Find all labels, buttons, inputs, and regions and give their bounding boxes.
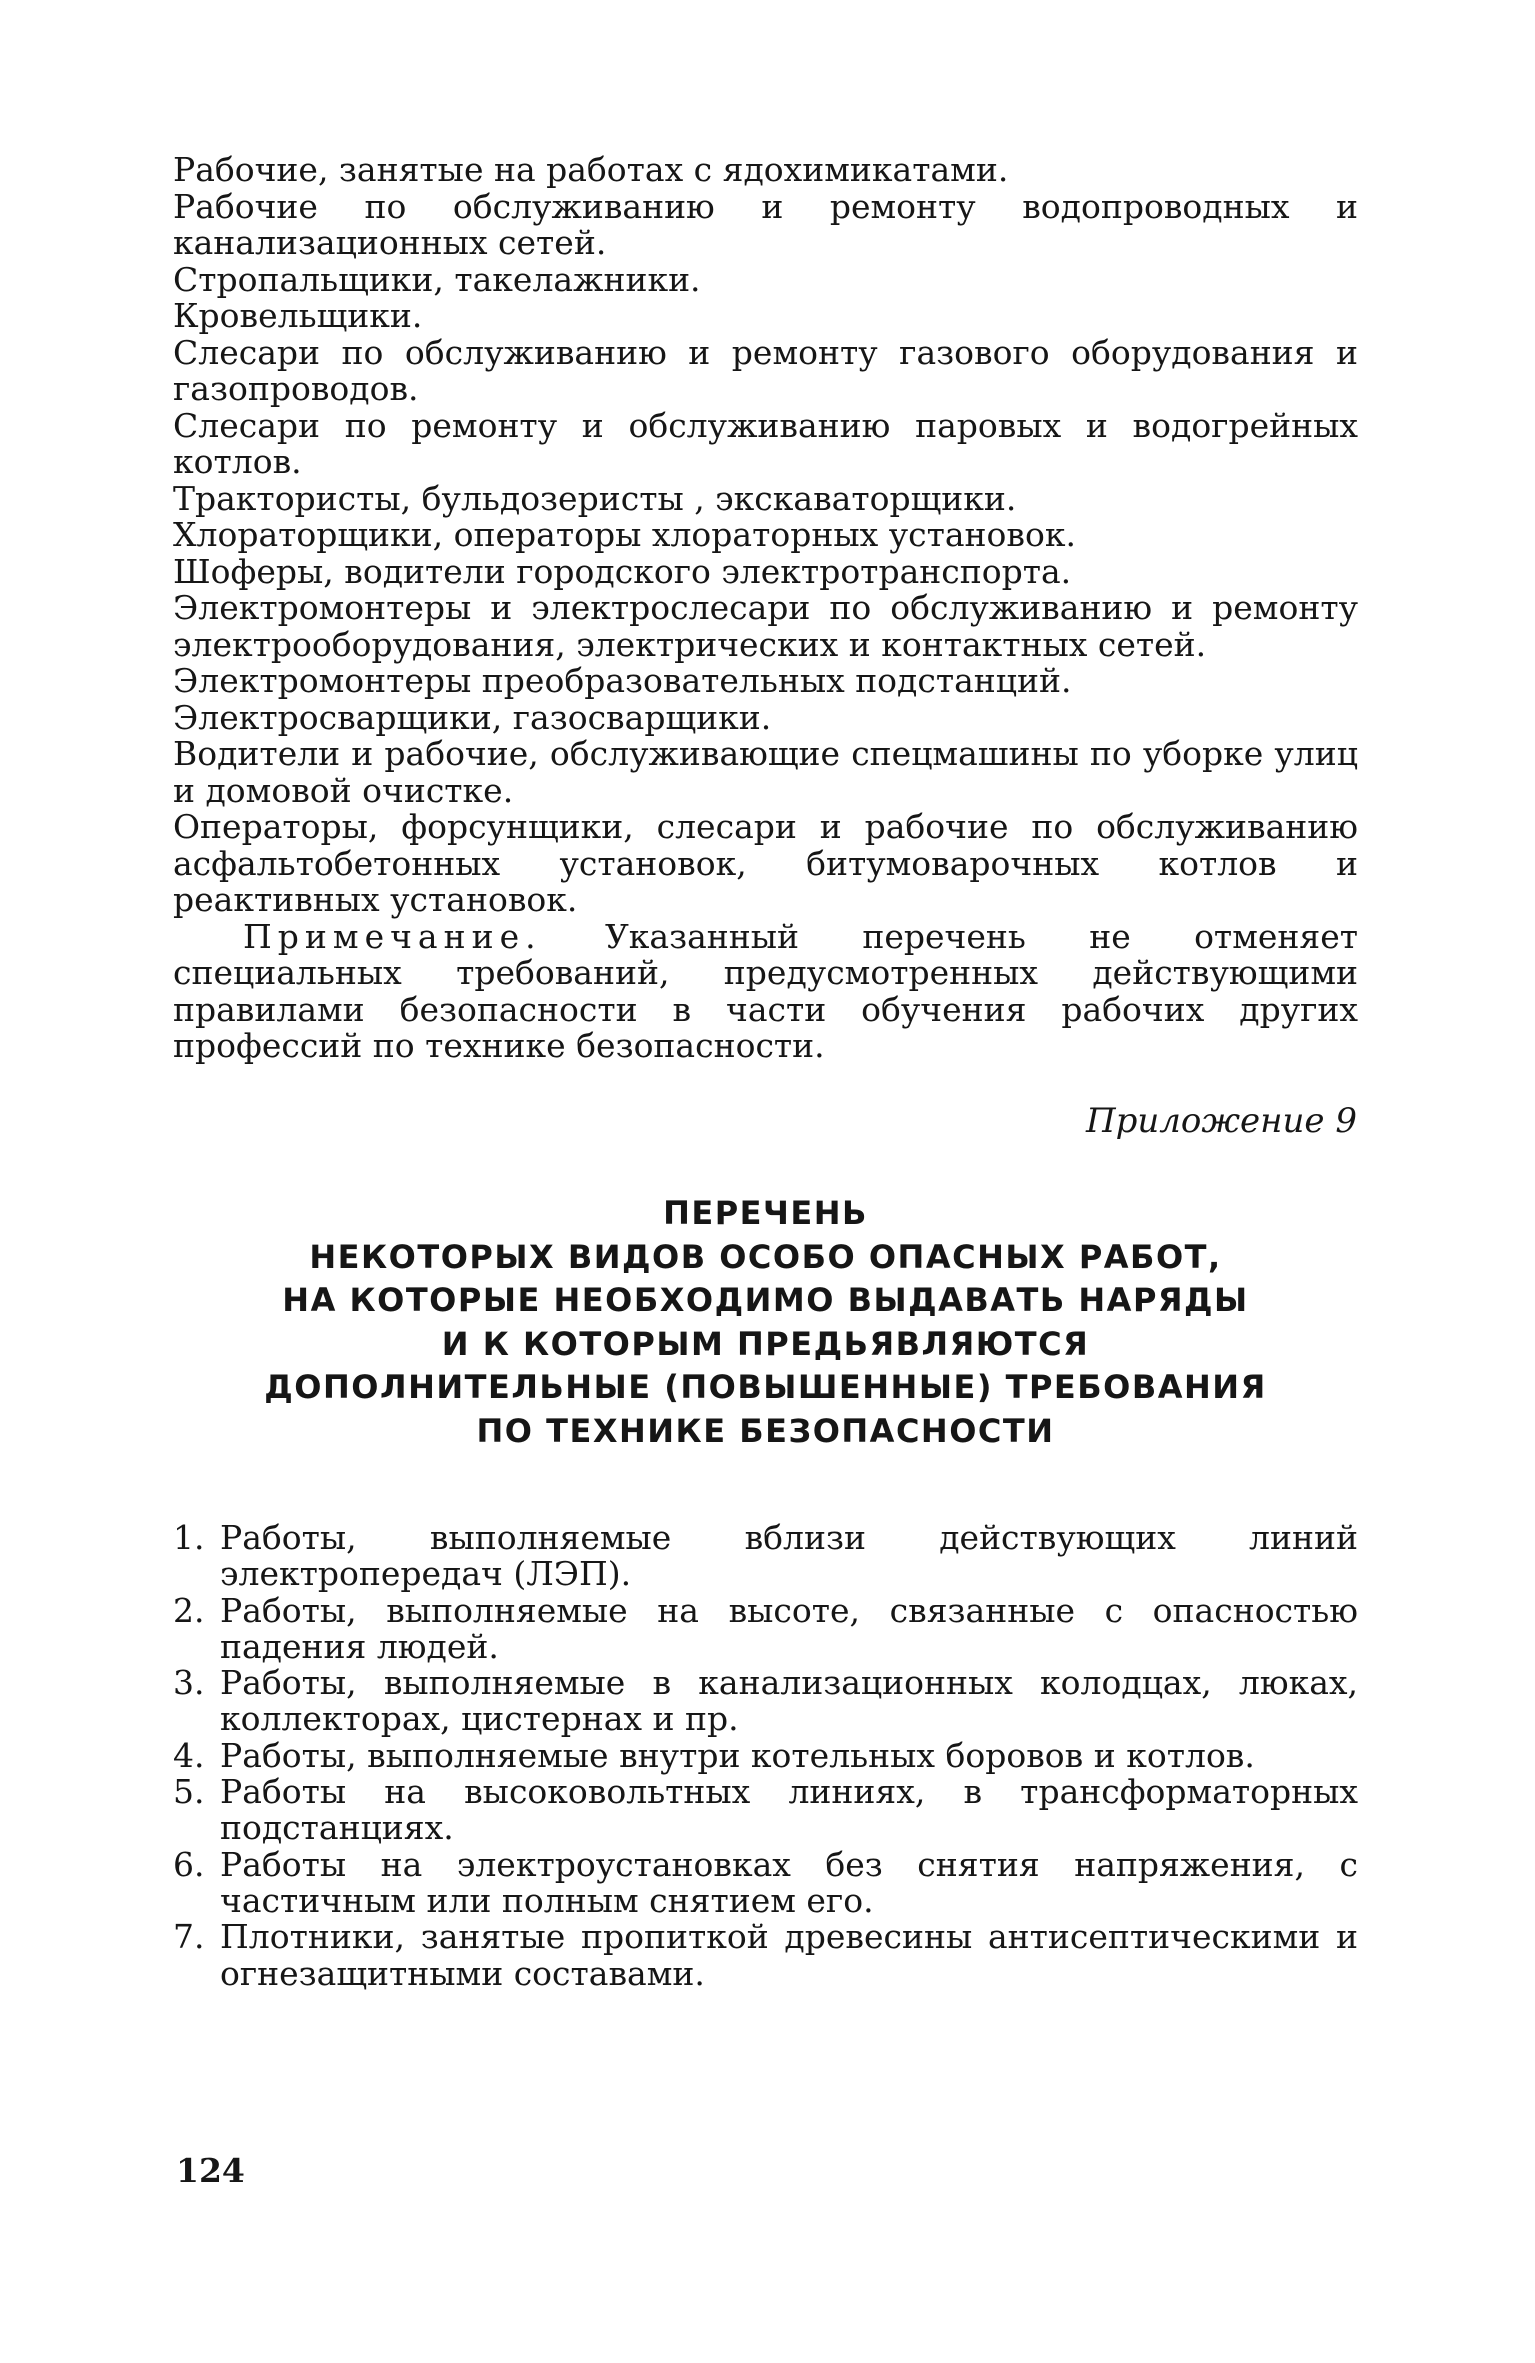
list-item: Шоферы, водители городского электротранспорта. [173,551,1072,591]
list-item: Стропальщики, такелажники. [173,259,701,299]
numbered-item [173,1844,1358,1920]
item-number: 7. [173,1917,205,1957]
note-label: Примечание. [243,916,542,956]
list-item: Рабочие по обслуживанию и ремонту водопроводных и канализационных сетей. [173,186,1358,262]
item-number: 6. [173,1844,205,1884]
item-number: 4. [173,1735,205,1775]
list-item: Хлораторщики, операторы хлораторных установок. [173,515,1076,554]
hazardous-works-list [173,1520,1358,1992]
item-text: Плотники, занятые пропиткой древесины антисептическими и огнезащитными составами. [220,1917,1358,1993]
item-text: Работы на высоковольтных линиях, в трансформаторных подстанциях. [220,1772,1358,1848]
item-number: 3. [173,1663,205,1703]
list-item: Водители и рабочие, обслуживающие спецмашины по уборке улиц и домовой очистке. [173,734,1358,810]
item-text: Работы, выполняемые в канализационных колодцах, люках, коллекторах, цистернах и пр. [220,1663,1358,1739]
list-item: Трактористы, бульдозеристы , экскаваторщики. [173,478,1017,518]
numbered-item [173,1735,1358,1775]
list-item: Электромонтеры преобразовательных подстанций. [173,661,1072,700]
item-number: 1. [173,1518,205,1557]
item-text: Работы, выполняемые внутри котельных боровов и котлов. [220,1735,1255,1775]
note-text: Указанный перечень не отменяет специальных требований, предусмотренных действующими правилами безопасности в части обучения рабочих других профессий по технике безопасности. [173,916,1358,1065]
list-item: Операторы, форсунщики, слесари и рабочие по обслуживанию асфальтобетонных установок, битумоварочных котлов и реактивных установок. [173,807,1358,919]
title-line: И К КОТОРЫМ ПРЕДЬЯВЛЯЮТСЯ [441,1324,1090,1363]
list-item: Рабочие, занятые на работах с ядохимикатами. [173,150,1009,189]
item-text: Работы на электроустановках без снятия напряжения, с частичным или полным снятием его. [220,1844,1358,1920]
item-number: 5. [173,1772,205,1812]
title-line: НЕКОТОРЫХ ВИДОВ ОСОБО ОПАСНЫХ РАБОТ, [309,1237,1222,1276]
numbered-item [173,1774,1358,1847]
numbered-item [173,1919,1358,1992]
title-line: ПО ТЕХНИКЕ БЕЗОПАСНОСТИ [476,1411,1055,1450]
title-line: ПЕРЕЧЕНЬ [663,1194,868,1232]
list-item: Электросварщики, газосварщики. [173,697,772,737]
title-line: ДОПОЛНИТЕЛЬНЫЕ (ПОВЫШЕННЫЕ) ТРЕБОВАНИЯ [264,1368,1267,1407]
item-number: 2. [173,1590,205,1630]
page-number: 124 [176,2151,245,2190]
title-line: НА КОТОРЫЕ НЕОБХОДИМО ВЫДАВАТЬ НАРЯДЫ [282,1281,1249,1320]
list-item: Слесари по ремонту и обслуживанию паровых и водогрейных котлов. [173,405,1358,481]
section-title [173,1192,1358,1454]
appendix-label: Приложение 9 [1085,1101,1357,1141]
item-text: Работы, выполняемые вблизи действующих линий электропередач (ЛЭП). [220,1518,1358,1594]
worker-categories-list [173,152,1358,1065]
item-text: Работы, выполняемые на высоте, связанные с опасностью падения людей. [220,1590,1358,1666]
numbered-item [173,1665,1358,1738]
list-item: Слесари по обслуживанию и ремонту газового оборудования и газопроводов. [173,332,1358,408]
numbered-item [173,1520,1358,1593]
note-paragraph [173,916,1358,1065]
list-item: Кровельщики. [173,296,423,335]
numbered-item [173,1590,1358,1666]
list-item: Электромонтеры и электрослесари по обслуживанию и ремонту электрооборудования, электрических и контактных сетей. [173,588,1358,664]
